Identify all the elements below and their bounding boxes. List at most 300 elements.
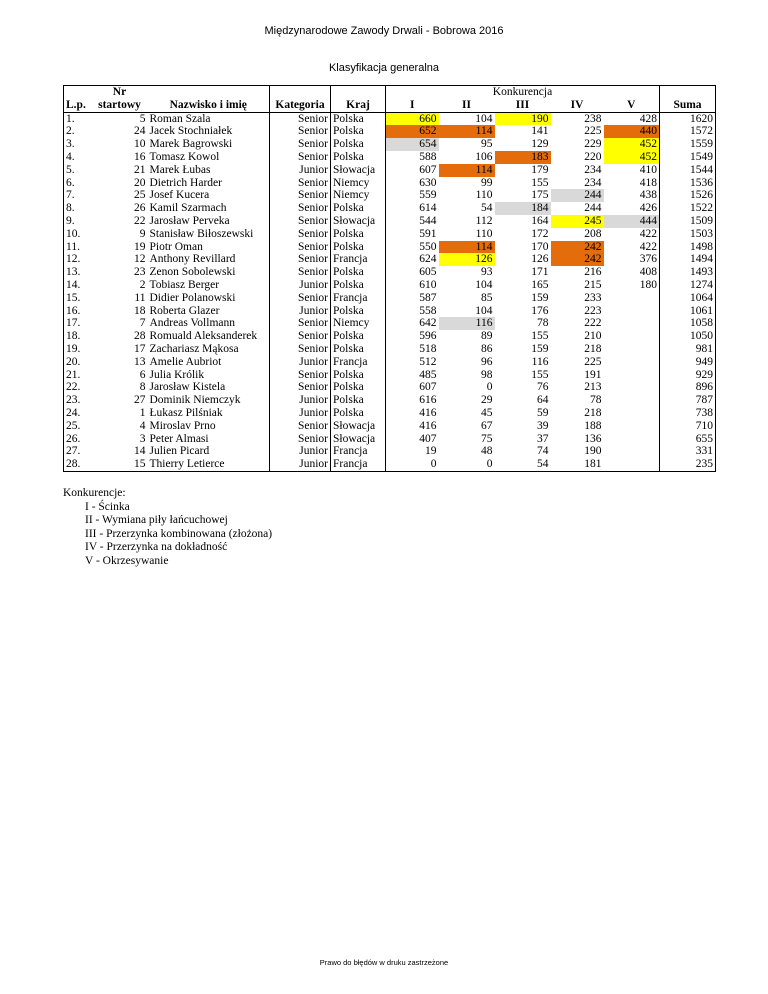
cell-score-3: 74 bbox=[537, 445, 549, 458]
table-row bbox=[64, 189, 716, 202]
cell-country: Słowacja bbox=[331, 215, 386, 228]
cell-category: Junior bbox=[270, 164, 331, 177]
cell-score-4: 242 bbox=[551, 241, 604, 254]
cell-country: Polska bbox=[331, 112, 386, 125]
cell-category: Senior bbox=[270, 151, 331, 164]
cell-score-1: 558 bbox=[419, 304, 437, 317]
cell-score-2: 126 bbox=[439, 253, 495, 266]
cell-total: 896 bbox=[660, 381, 716, 394]
cell-score-4: 218 bbox=[584, 406, 602, 419]
table-row bbox=[64, 177, 716, 190]
table-row bbox=[64, 445, 716, 458]
cell-start-number: 10 bbox=[134, 138, 146, 151]
cell-category: Senior bbox=[270, 228, 331, 241]
cell-lp: 19. bbox=[64, 343, 92, 356]
cell-name: Julia Królik bbox=[148, 369, 270, 382]
cell-score-3: 155 bbox=[531, 368, 549, 381]
cell-score-2: 104 bbox=[475, 278, 493, 291]
cell-country: Słowacja bbox=[331, 164, 386, 177]
cell-score-1: 660 bbox=[386, 112, 439, 125]
table-row bbox=[64, 151, 716, 164]
cell-lp: 16. bbox=[64, 305, 92, 318]
cell-total: 1061 bbox=[660, 305, 716, 318]
cell-score-4: 191 bbox=[584, 368, 602, 381]
header-competition-2: II bbox=[439, 99, 495, 112]
footer-note: Prawo do błędów w druku zastrzeżone bbox=[319, 958, 449, 967]
cell-name: Dominik Niemczyk bbox=[148, 394, 270, 407]
cell-country: Polska bbox=[331, 202, 386, 215]
cell-country: Francja bbox=[331, 458, 386, 471]
legend-item: V - Okrzesywanie bbox=[85, 554, 169, 567]
cell-score-2: 0 bbox=[439, 458, 495, 471]
cell-score-5 bbox=[604, 292, 660, 305]
cell-score-4: 244 bbox=[584, 202, 602, 215]
cell-score-1: 607 bbox=[419, 381, 437, 394]
cell-name: Jarosław Perveka bbox=[148, 215, 270, 228]
cell-category: Senior bbox=[270, 112, 331, 125]
header-country: Kraj bbox=[331, 99, 386, 112]
cell-score-5: 426 bbox=[639, 202, 657, 215]
cell-name: Piotr Oman bbox=[148, 241, 270, 254]
cell-country: Polska bbox=[331, 151, 386, 164]
cell-score-5: 422 bbox=[639, 240, 657, 253]
cell-score-1: 512 bbox=[419, 355, 437, 368]
legend-item: III - Przerzynka kombinowana (złożona) bbox=[85, 527, 273, 540]
cell-category: Senior bbox=[270, 381, 331, 394]
cell-total: 949 bbox=[660, 356, 716, 369]
cell-score-4: 208 bbox=[584, 227, 602, 240]
cell-name: Romuald Aleksanderek bbox=[148, 330, 270, 343]
legend-item: I - Ścinka bbox=[85, 500, 130, 513]
cell-country: Polska bbox=[331, 343, 386, 356]
cell-score-2: 0 bbox=[486, 381, 493, 394]
cell-score-3: 170 bbox=[531, 240, 549, 253]
cell-score-3: 37 bbox=[537, 432, 549, 445]
cell-country: Francja bbox=[331, 445, 386, 458]
cell-lp: 6. bbox=[64, 177, 92, 190]
cell-category: Junior bbox=[270, 279, 331, 292]
cell-score-3: 159 bbox=[531, 291, 549, 304]
cell-lp: 4. bbox=[64, 151, 92, 164]
cell-lp: 10. bbox=[64, 228, 92, 241]
cell-total: 331 bbox=[660, 445, 716, 458]
cell-total: 1274 bbox=[660, 279, 716, 292]
cell-score-4: 229 bbox=[584, 138, 602, 151]
cell-lp: 2. bbox=[64, 125, 92, 138]
cell-score-3: 59 bbox=[537, 406, 549, 419]
cell-score-3: 159 bbox=[531, 342, 549, 355]
cell-score-3: 183 bbox=[495, 151, 551, 164]
cell-lp: 18. bbox=[64, 330, 92, 343]
cell-score-2: 110 bbox=[475, 189, 493, 202]
header-competition-4: IV bbox=[551, 99, 604, 112]
cell-score-1: 485 bbox=[419, 368, 437, 381]
cell-score-4: 233 bbox=[584, 291, 602, 304]
table-row bbox=[64, 330, 716, 343]
cell-country: Polska bbox=[331, 279, 386, 292]
cell-start-number: 3 bbox=[139, 432, 146, 445]
cell-country: Niemcy bbox=[331, 177, 386, 190]
cell-score-1: 642 bbox=[419, 317, 437, 330]
cell-category: Senior bbox=[270, 189, 331, 202]
cell-category: Senior bbox=[270, 125, 331, 138]
cell-country: Słowacja bbox=[331, 420, 386, 433]
cell-name: Zachariasz Mąkosa bbox=[148, 343, 270, 356]
cell-total: 929 bbox=[660, 369, 716, 382]
cell-name: Roberta Glazer bbox=[148, 305, 270, 318]
cell-name: Marek Łubas bbox=[148, 164, 270, 177]
cell-score-4: 188 bbox=[584, 419, 602, 432]
table-row bbox=[64, 369, 716, 382]
cell-start-number: 8 bbox=[139, 381, 146, 394]
cell-lp: 11. bbox=[64, 241, 92, 254]
cell-score-5 bbox=[604, 394, 660, 407]
cell-category: Senior bbox=[270, 433, 331, 446]
cell-total: 1522 bbox=[660, 202, 716, 215]
cell-score-4: 245 bbox=[551, 215, 604, 228]
cell-total: 1572 bbox=[660, 125, 716, 138]
cell-country: Polska bbox=[331, 394, 386, 407]
cell-score-1: 654 bbox=[386, 138, 439, 151]
cell-total: 1536 bbox=[660, 177, 716, 190]
header-blank bbox=[148, 86, 270, 99]
header-blank bbox=[660, 86, 716, 99]
header-competition-5: V bbox=[604, 99, 660, 112]
cell-category: Senior bbox=[270, 343, 331, 356]
cell-score-1: 614 bbox=[419, 202, 437, 215]
cell-score-1: 407 bbox=[419, 432, 437, 445]
cell-score-3: 190 bbox=[495, 112, 551, 125]
cell-name: Julien Picard bbox=[148, 445, 270, 458]
table-row bbox=[64, 215, 716, 228]
cell-start-number: 14 bbox=[134, 445, 146, 458]
cell-country: Polska bbox=[331, 125, 386, 138]
cell-score-5: 376 bbox=[639, 253, 657, 266]
cell-start-number: 6 bbox=[139, 368, 146, 381]
cell-lp: 7. bbox=[64, 189, 92, 202]
cell-country: Polska bbox=[331, 381, 386, 394]
table-row bbox=[64, 356, 716, 369]
header-nr-top: Nr bbox=[92, 86, 148, 99]
cell-score-2: 29 bbox=[481, 394, 493, 407]
cell-lp: 8. bbox=[64, 202, 92, 215]
cell-score-5: 410 bbox=[639, 163, 657, 176]
header-blank bbox=[64, 86, 92, 99]
cell-category: Senior bbox=[270, 369, 331, 382]
cell-score-4: 136 bbox=[584, 432, 602, 445]
cell-score-3: 175 bbox=[531, 189, 549, 202]
cell-total: 1493 bbox=[660, 266, 716, 279]
table-row bbox=[64, 343, 716, 356]
cell-category: Junior bbox=[270, 394, 331, 407]
cell-score-3: 54 bbox=[495, 458, 551, 471]
cell-score-4: 78 bbox=[590, 394, 602, 407]
cell-category: Senior bbox=[270, 266, 331, 279]
cell-score-5 bbox=[604, 381, 660, 394]
cell-country: Polska bbox=[331, 241, 386, 254]
cell-lp: 13. bbox=[64, 266, 92, 279]
cell-category: Senior bbox=[270, 177, 331, 190]
cell-score-5: 408 bbox=[639, 266, 657, 279]
cell-score-1: 605 bbox=[419, 266, 437, 279]
cell-lp: 12. bbox=[64, 253, 92, 266]
cell-name: Zenon Sobolewski bbox=[148, 266, 270, 279]
cell-score-1: 624 bbox=[419, 253, 437, 266]
cell-lp: 23. bbox=[64, 394, 92, 407]
header-competition-1: I bbox=[386, 99, 439, 112]
cell-score-2: 89 bbox=[481, 330, 493, 343]
cell-lp: 28. bbox=[64, 458, 92, 471]
cell-name: Stanisław Biłoszewski bbox=[148, 228, 270, 241]
cell-lp: 1. bbox=[64, 112, 92, 125]
table-row bbox=[64, 317, 716, 330]
cell-category: Junior bbox=[270, 305, 331, 318]
cell-score-4: 244 bbox=[551, 189, 604, 202]
cell-name: Josef Kucera bbox=[148, 189, 270, 202]
cell-lp: 26. bbox=[64, 433, 92, 446]
cell-total: 1544 bbox=[660, 164, 716, 177]
cell-total: 1050 bbox=[660, 330, 716, 343]
cell-name: Tomasz Kowol bbox=[148, 151, 270, 164]
cell-name: Jacek Stochniałek bbox=[148, 125, 270, 138]
cell-score-2: 114 bbox=[439, 241, 495, 254]
cell-name: Dietrich Harder bbox=[148, 177, 270, 190]
cell-score-1: 587 bbox=[419, 291, 437, 304]
cell-lp: 25. bbox=[64, 420, 92, 433]
cell-score-2: 96 bbox=[481, 355, 493, 368]
cell-start-number: 4 bbox=[139, 419, 146, 432]
cell-start-number: 25 bbox=[134, 189, 146, 202]
cell-total: 1509 bbox=[660, 215, 716, 228]
cell-category: Senior bbox=[270, 292, 331, 305]
cell-name: Marek Bagrowski bbox=[148, 138, 270, 151]
cell-score-4: 222 bbox=[584, 317, 602, 330]
cell-score-5 bbox=[604, 317, 660, 330]
cell-name: Didier Polanowski bbox=[148, 292, 270, 305]
cell-start-number: 7 bbox=[139, 317, 146, 330]
cell-start-number: 23 bbox=[134, 266, 146, 279]
cell-total: 1058 bbox=[660, 317, 716, 330]
legend-heading: Konkurencje: bbox=[63, 487, 126, 499]
table-header bbox=[64, 86, 716, 113]
cell-score-1: 630 bbox=[419, 176, 437, 189]
cell-country: Polska bbox=[331, 266, 386, 279]
cell-score-5 bbox=[604, 343, 660, 356]
cell-total: 738 bbox=[660, 407, 716, 420]
cell-lp: 15. bbox=[64, 292, 92, 305]
header-blank bbox=[331, 86, 386, 99]
cell-score-2: 54 bbox=[481, 202, 493, 215]
cell-name: Thierry Letierce bbox=[148, 458, 270, 471]
cell-score-3: 176 bbox=[531, 304, 549, 317]
cell-score-4: 225 bbox=[584, 355, 602, 368]
cell-score-3: 165 bbox=[531, 278, 549, 291]
cell-score-3: 179 bbox=[531, 163, 549, 176]
table-row bbox=[64, 266, 716, 279]
cell-score-2: 110 bbox=[475, 227, 493, 240]
cell-score-2: 45 bbox=[481, 406, 493, 419]
cell-country: Polska bbox=[331, 330, 386, 343]
cell-lp: 17. bbox=[64, 317, 92, 330]
cell-score-2: 95 bbox=[481, 138, 493, 151]
table-row bbox=[64, 433, 716, 446]
header-category: Kategoria bbox=[270, 99, 331, 112]
cell-lp: 14. bbox=[64, 279, 92, 292]
cell-category: Senior bbox=[270, 253, 331, 266]
cell-start-number: 12 bbox=[134, 253, 146, 266]
table-row bbox=[64, 228, 716, 241]
cell-lp: 9. bbox=[64, 215, 92, 228]
cell-score-5: 452 bbox=[604, 138, 660, 151]
cell-start-number: 19 bbox=[134, 240, 146, 253]
cell-score-3: 64 bbox=[537, 394, 549, 407]
table-row bbox=[64, 241, 716, 254]
cell-start-number: 22 bbox=[134, 214, 146, 227]
cell-country: Francja bbox=[331, 253, 386, 266]
cell-score-3: 126 bbox=[531, 253, 549, 266]
table-row bbox=[64, 305, 716, 318]
cell-name: Tobiasz Berger bbox=[148, 279, 270, 292]
cell-score-2: 75 bbox=[481, 432, 493, 445]
cell-total: 1494 bbox=[660, 253, 716, 266]
cell-score-3: 129 bbox=[531, 138, 549, 151]
cell-score-4: 242 bbox=[551, 253, 604, 266]
header-competitions: Konkurencja bbox=[386, 86, 660, 99]
cell-score-2: 98 bbox=[481, 368, 493, 381]
cell-category: Senior bbox=[270, 215, 331, 228]
cell-score-5 bbox=[604, 330, 660, 343]
cell-score-1: 416 bbox=[419, 419, 437, 432]
cell-country: Słowacja bbox=[331, 433, 386, 446]
cell-start-number: 9 bbox=[139, 227, 146, 240]
cell-lp: 27. bbox=[64, 445, 92, 458]
cell-name: Kamil Szarmach bbox=[148, 202, 270, 215]
cell-score-2: 104 bbox=[475, 112, 493, 125]
cell-score-4: 213 bbox=[584, 381, 602, 394]
cell-total: 1064 bbox=[660, 292, 716, 305]
cell-score-5 bbox=[604, 407, 660, 420]
cell-start-number: 18 bbox=[134, 304, 146, 317]
cell-lp: 22. bbox=[64, 381, 92, 394]
cell-score-1: 416 bbox=[419, 406, 437, 419]
cell-start-number: 28 bbox=[134, 330, 146, 343]
cell-score-5: 428 bbox=[639, 112, 657, 125]
cell-score-5 bbox=[604, 420, 660, 433]
cell-score-5: 180 bbox=[639, 278, 657, 291]
table-row bbox=[64, 394, 716, 407]
header-name: Nazwisko i imię bbox=[148, 99, 270, 112]
cell-score-3: 171 bbox=[531, 266, 549, 279]
cell-score-1: 550 bbox=[419, 240, 437, 253]
cell-start-number: 20 bbox=[134, 176, 146, 189]
cell-score-2: 114 bbox=[439, 125, 495, 138]
cell-start-number: 24 bbox=[134, 125, 146, 138]
cell-score-1: 607 bbox=[419, 163, 437, 176]
cell-total: 1620 bbox=[660, 112, 716, 125]
cell-country: Polska bbox=[331, 228, 386, 241]
cell-score-2: 85 bbox=[481, 291, 493, 304]
cell-category: Senior bbox=[270, 317, 331, 330]
cell-score-4: 190 bbox=[584, 445, 602, 458]
cell-score-5 bbox=[604, 433, 660, 446]
cell-total: 1526 bbox=[660, 189, 716, 202]
cell-score-5: 438 bbox=[639, 189, 657, 202]
cell-category: Junior bbox=[270, 407, 331, 420]
cell-lp: 20. bbox=[64, 356, 92, 369]
cell-start-number: 15 bbox=[92, 458, 148, 471]
cell-score-4: 210 bbox=[584, 330, 602, 343]
cell-lp: 24. bbox=[64, 407, 92, 420]
table-row bbox=[64, 125, 716, 138]
results-table bbox=[63, 85, 716, 472]
cell-score-2: 93 bbox=[481, 266, 493, 279]
cell-score-2: 116 bbox=[439, 317, 495, 330]
cell-score-1: 544 bbox=[419, 214, 437, 227]
cell-score-3: 76 bbox=[537, 381, 549, 394]
cell-start-number: 11 bbox=[134, 291, 146, 304]
cell-score-4: 234 bbox=[584, 176, 602, 189]
cell-score-2: 67 bbox=[481, 419, 493, 432]
cell-category: Senior bbox=[270, 138, 331, 151]
cell-score-2: 86 bbox=[481, 342, 493, 355]
cell-category: Senior bbox=[270, 420, 331, 433]
cell-score-5: 452 bbox=[604, 151, 660, 164]
table-row bbox=[64, 292, 716, 305]
cell-score-2: 114 bbox=[439, 164, 495, 177]
legend-item: II - Wymiana piły łańcuchowej bbox=[85, 514, 228, 527]
cell-name: Andreas Vollmann bbox=[148, 317, 270, 330]
table-row bbox=[64, 458, 716, 471]
cell-total: 787 bbox=[660, 394, 716, 407]
cell-score-4: 216 bbox=[584, 266, 602, 279]
cell-country: Polska bbox=[331, 138, 386, 151]
table-row bbox=[64, 253, 716, 266]
cell-name: Miroslav Prno bbox=[148, 420, 270, 433]
cell-score-5 bbox=[604, 369, 660, 382]
cell-score-3: 39 bbox=[537, 419, 549, 432]
cell-score-2: 104 bbox=[475, 304, 493, 317]
cell-score-4: 215 bbox=[584, 278, 602, 291]
cell-country: Francja bbox=[331, 292, 386, 305]
cell-country: Polska bbox=[331, 407, 386, 420]
cell-category: Junior bbox=[270, 458, 331, 471]
cell-score-1: 591 bbox=[419, 227, 437, 240]
cell-category: Senior bbox=[270, 241, 331, 254]
cell-start-number: 13 bbox=[134, 355, 146, 368]
cell-total: 1498 bbox=[660, 241, 716, 254]
cell-category: Senior bbox=[270, 330, 331, 343]
table-row bbox=[64, 407, 716, 420]
cell-start-number: 21 bbox=[134, 163, 146, 176]
cell-score-1: 616 bbox=[419, 394, 437, 407]
cell-total: 1503 bbox=[660, 228, 716, 241]
cell-total: 710 bbox=[660, 420, 716, 433]
table-row bbox=[64, 112, 716, 125]
cell-score-4: 181 bbox=[551, 458, 604, 471]
header-competition-3: III bbox=[495, 99, 551, 112]
cell-score-2: 106 bbox=[475, 150, 493, 163]
header-total: Suma bbox=[660, 99, 716, 112]
cell-score-4: 238 bbox=[584, 112, 602, 125]
cell-name: Peter Almasi bbox=[148, 433, 270, 446]
document-subtitle: Klasyfikacja generalna bbox=[328, 62, 440, 74]
cell-score-1: 0 bbox=[386, 458, 439, 471]
competition-legend bbox=[63, 487, 272, 569]
cell-start-number: 26 bbox=[134, 202, 146, 215]
cell-start-number: 27 bbox=[134, 394, 146, 407]
cell-score-5 bbox=[604, 356, 660, 369]
cell-score-1: 518 bbox=[419, 342, 437, 355]
